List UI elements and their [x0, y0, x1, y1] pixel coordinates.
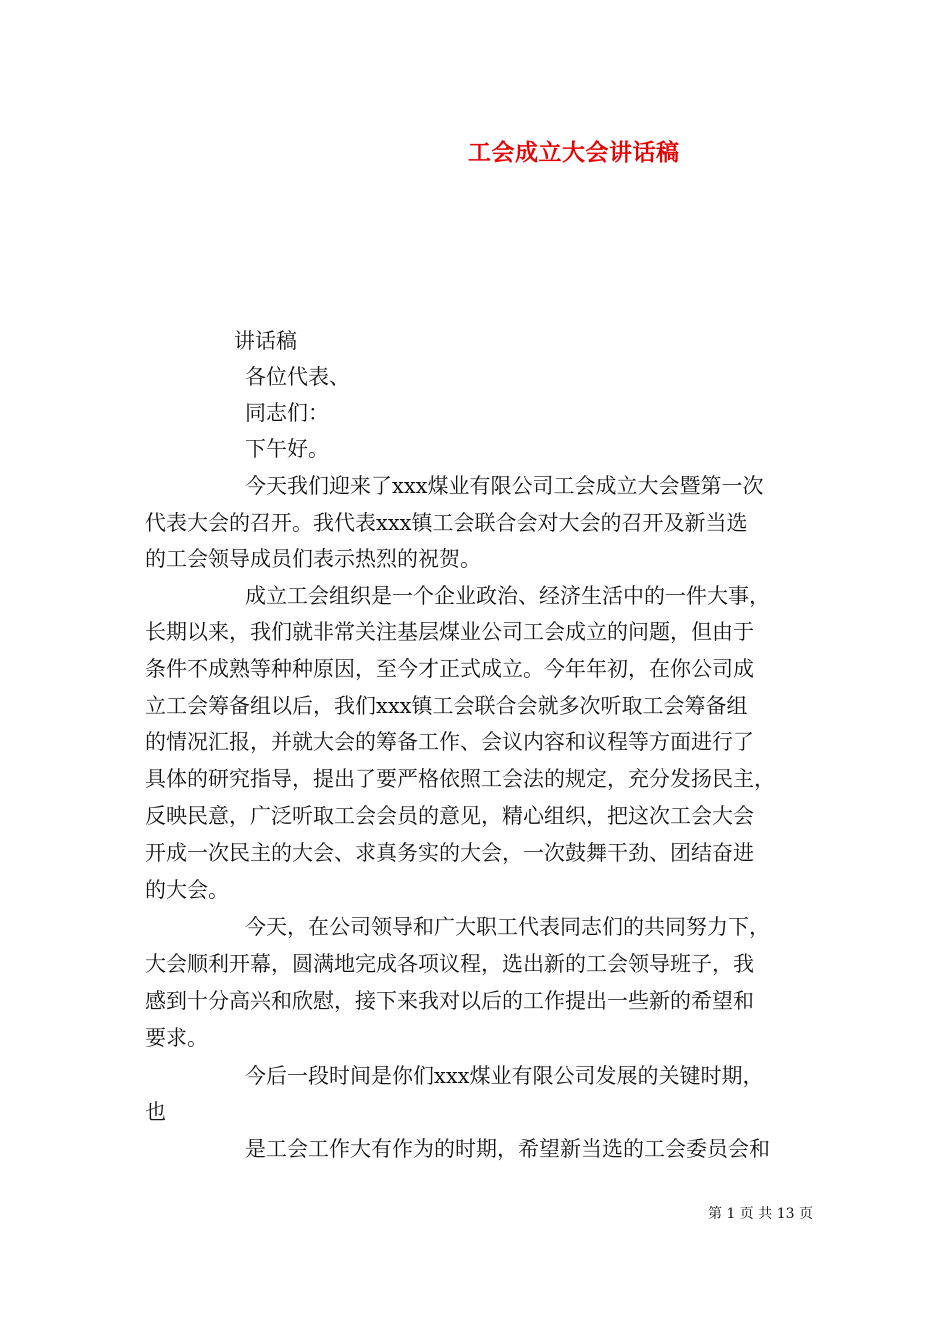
text-line: 成立工会组织是一个企业政治、经济生活中的一件大事，: [245, 584, 770, 608]
text-line: 条件不成熟等种种原因，至今才正式成立。今年年初，在你公司成: [145, 657, 754, 681]
text-line: 的工会领导成员们表示热烈的祝贺。: [145, 547, 481, 571]
document-title: 工会成立大会讲话稿: [468, 139, 680, 166]
text-line: 的大会。: [145, 878, 229, 902]
text-line-salutation-heading: 讲话稿: [234, 329, 297, 353]
text-line: 大会顺利开幕，圆满地完成各项议程，选出新的工会领导班子，我: [145, 952, 754, 976]
text-line: 感到十分高兴和欣慰，接下来我对以后的工作提出一些新的希望和: [145, 989, 754, 1013]
text-line-good-afternoon: 下午好。: [245, 437, 329, 461]
text-line: 反映民意，广泛听取工会会员的意见，精心组织，把这次工会大会: [145, 804, 754, 828]
text-line: 具体的研究指导，提出了要严格依照工会法的规定，充分发扬民主，: [145, 767, 775, 791]
text-line-greeting-comrades: 同志们：: [245, 401, 329, 425]
text-line: 今天我们迎来了xxx煤业有限公司工会成立大会暨第一次: [245, 474, 764, 498]
text-line: 立工会筹备组以后，我们xxx镇工会联合会就多次听取工会筹备组: [145, 694, 748, 718]
text-line-greeting-representatives: 各位代表、: [245, 365, 350, 389]
text-line: 是工会工作大有作为的时期，希望新当选的工会委员会和: [245, 1137, 770, 1161]
text-line: 要求。: [145, 1026, 208, 1050]
text-line: 今天，在公司领导和广大职工代表同志们的共同努力下，: [245, 915, 770, 939]
text-line: 长期以来，我们就非常关注基层煤业公司工会成立的问题，但由于: [145, 620, 754, 644]
text-line: 的情况汇报，并就大会的筹备工作、会议内容和议程等方面进行了: [145, 730, 754, 754]
text-line: 代表大会的召开。我代表xxx镇工会联合会对大会的召开及新当选: [145, 511, 748, 535]
page-number-footer: 第 1 页 共 13 页: [708, 1206, 813, 1222]
text-line: 也: [145, 1100, 166, 1124]
text-line: 开成一次民主的大会、求真务实的大会，一次鼓舞干劲、团结奋进: [145, 841, 754, 865]
text-line: 今后一段时间是你们xxx煤业有限公司发展的关键时期，: [245, 1064, 764, 1088]
